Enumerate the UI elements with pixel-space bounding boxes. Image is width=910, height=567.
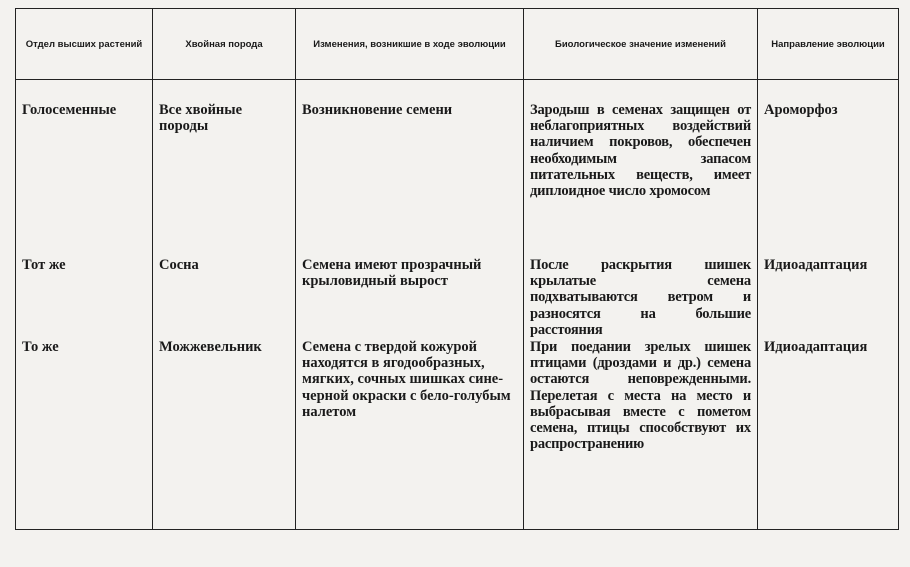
cell-direction: Идиоадаптация <box>758 257 899 339</box>
cell-species: Все хвойные породы <box>153 80 296 258</box>
table-row <box>16 339 899 530</box>
cell-significance: Зародыш в семенах защищен от неблагоприятных воздействий наличием покровов, обеспечен необходимым запасом питательных веществ, имеет диплоидное число хромосом <box>524 80 758 258</box>
cell-change: Семена с твердой кожурой находятся в ягодообразных, мягких, сочных шишках сине-черной окраски с бело-голубым налетом <box>296 339 524 530</box>
cell-significance: При поедании зрелых шишек птицами (дроздами и др.) семена остаются неповрежденными. Перелетая с места на место и выбрасывая вместе с пометом семена, птицы способствуют их распространению <box>524 339 758 530</box>
header-change: Изменения, возникшие в ходе эволюции <box>296 9 524 80</box>
cell-significance: После раскрытия шишек крылатые семена подхватываются ветром и разносятся на большие расстояния <box>524 257 758 339</box>
header-species: Хвойная порода <box>153 9 296 80</box>
table-header-row <box>16 9 899 80</box>
cell-species: Сосна <box>153 257 296 339</box>
cell-change: Семена имеют прозрачный крыловидный вырост <box>296 257 524 339</box>
cell-direction: Идиоадаптация <box>758 339 899 530</box>
cell-species: Можжевельник <box>153 339 296 530</box>
cell-division: Голосеменные <box>16 80 153 258</box>
table-row <box>16 80 899 258</box>
cell-change: Возникновение семени <box>296 80 524 258</box>
header-direction: Направление эволюции <box>758 9 899 80</box>
cell-division: Тот же <box>16 257 153 339</box>
header-division: Отдел высших растений <box>16 9 153 80</box>
cell-direction: Ароморфоз <box>758 80 899 258</box>
cell-division: То же <box>16 339 153 530</box>
evolution-table <box>15 8 899 530</box>
table-row <box>16 257 899 339</box>
header-significance: Биологическое значение изменений <box>524 9 758 80</box>
